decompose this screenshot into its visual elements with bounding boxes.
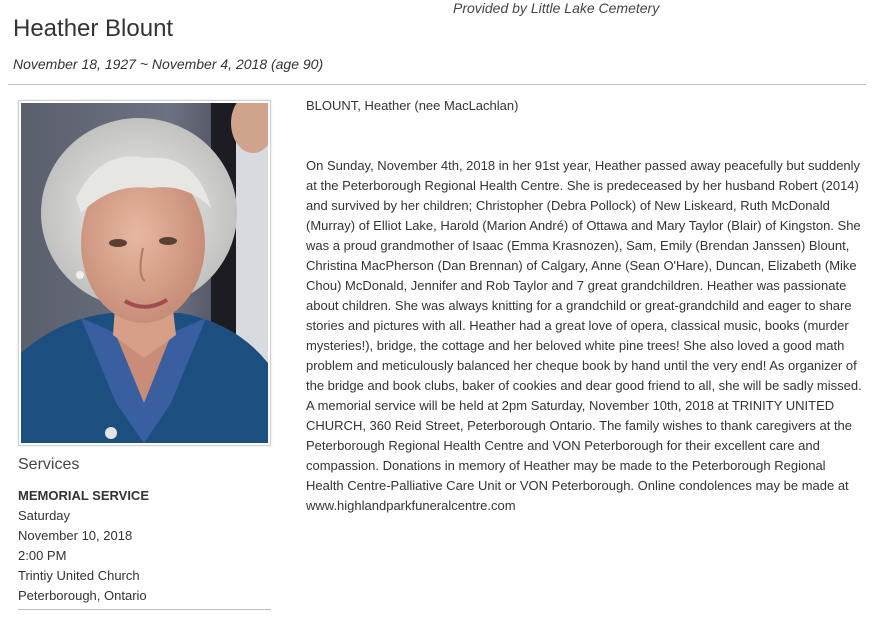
obituary-body: On Sunday, November 4th, 2018 in her 91st year, Heather passed away peacefully but suddenly at the Peterborough Regional Health Centre. She is predeceased by her husband Robert (2014) and survived by her children; Christopher (Debra Pollock) of New Liskeard, Ruth McDonald (Murray) of Elliot Lake, Harold (Marion André) of Ottawa and Mary Taylor (Blair) of Kingston. She was a proud grandmother of Isaac (Emma Krasnozen), Sam, Emily (Brendan Janssen) Blount, Christina MacPherson (Dan Brennan) of Calgary, Anne (Sean O'Hare), Duncan, Elizabeth (Mike Chou) McDonald, Jennifer and Rob Taylor and 7 great grandchildren. Heather was passionate about children. She was always knitting for a grandchild or great-grandchild and eager to share stories and pictures with all. Heather had a great love of opera, classical music, books (murder mysteries!), bridge, the cottage and her beloved white pine trees! She also loved a good math problem and meticulously balanced her cheque book by hand until the very end! As organizer of the bridge and book clubs, baker of cookies and dear good friend to all, she will be sadly missed. A memorial service will be held at 2pm Saturday, November 10th, 2018 at TRINITY UNITED CHURCH, 360 Reid Street, Peterborough Ontario. The family wishes to thank caregivers at the Peterborough Regional Health Centre and VON Peterborough for their excellent care and compassion. Donations in memory of Heather may be made to the Peterborough Regional Health Centre-Palliative Care Unit or VON Peterborough. Online condolences may be made at www.highlandparkfuneralcentre.com — [306, 158, 862, 513]
services-divider — [18, 609, 271, 610]
header-divider — [8, 84, 866, 85]
service-day: Saturday — [18, 508, 71, 523]
portrait-image — [21, 103, 268, 443]
service-venue: Trintiy United Church — [18, 568, 140, 583]
services-title: Services — [18, 456, 80, 473]
life-dates: November 18, 1927 ~ November 4, 2018 (age 90) — [13, 56, 324, 72]
obituary-heading: BLOUNT, Heather (nee MacLachlan) — [306, 98, 519, 113]
portrait-photo — [18, 100, 271, 446]
obituary-text — [306, 96, 862, 516]
service-time: 2:00 PM — [18, 548, 67, 563]
provided-by-credit: Provided by Little Lake Cemetery — [453, 0, 660, 16]
memorial-service-details — [18, 486, 149, 606]
deceased-name: Heather Blount — [13, 15, 174, 42]
service-name: MEMORIAL SERVICE — [18, 488, 149, 503]
service-date: November 10, 2018 — [18, 528, 133, 543]
service-city: Peterborough, Ontario — [18, 588, 147, 603]
